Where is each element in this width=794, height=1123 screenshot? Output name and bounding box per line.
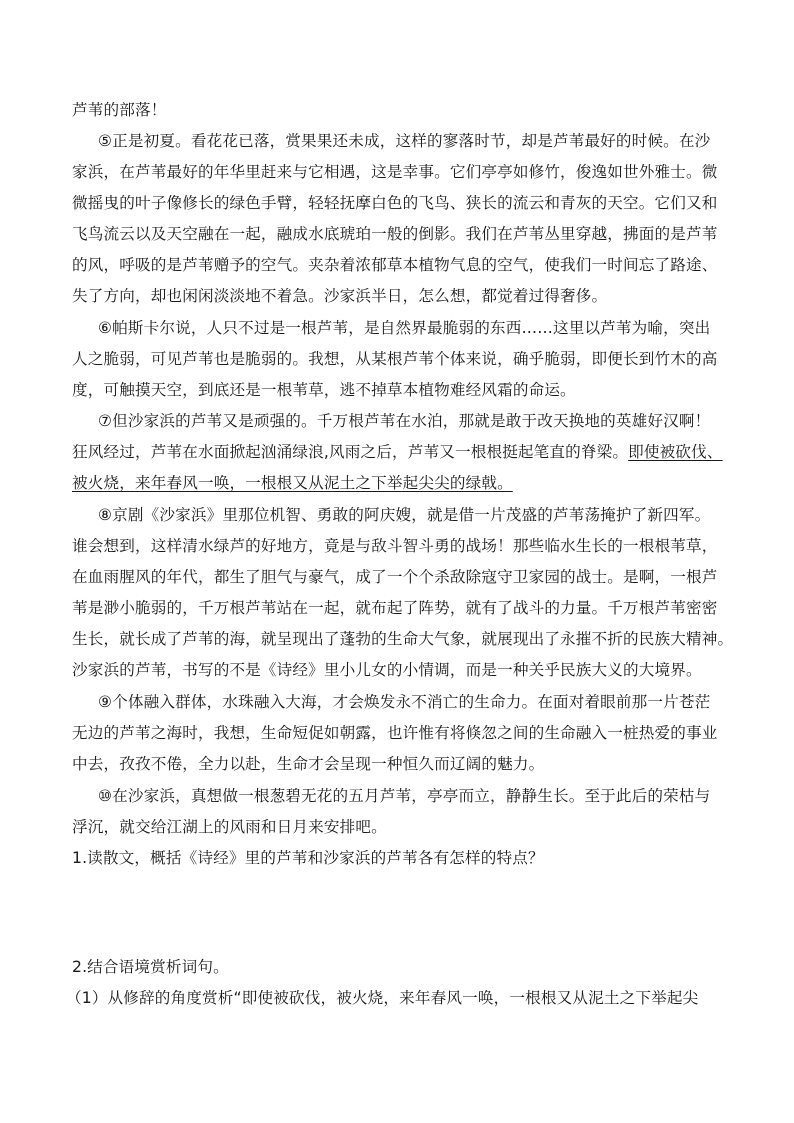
- paragraph-6-line: 人之脆弱，可见芦苇也是脆弱的。我想，从某根芦苇个体来说，确乎脆弱，即便长到竹木的高: [72, 350, 718, 368]
- paragraph-8-line: 谁会想到，这样清水绿芦的好地方，竟是与敌斗智斗勇的战场！那些临水生长的一根根苇草，: [72, 537, 718, 555]
- paragraph-7-text: 狂风经过，芦苇在水面掀起汹涌绿浪,风雨之后，芦苇又一根根挺起笔直的脊梁。: [72, 443, 629, 461]
- paragraph-5-line: 家浜，在芦苇最好的年华里赶来与它相遇，这是幸事。它们亭亭如修竹，俊逸如世外雅士。微: [72, 163, 718, 181]
- paragraph-6-line: ⑥帕斯卡尔说，人只不过是一根芦苇，是自然界最脆弱的东西……这里以芦苇为喻，突出: [98, 319, 711, 337]
- paragraph-5-line: 失了方向，却也闲闲淡淡地不着急。沙家浜半日，怎么想，都觉着过得奢侈。: [72, 287, 608, 305]
- paragraph-9-line: 中去，孜孜不倦，全力以赴，生命才会呈现一种恒久而辽阔的魅力。: [72, 755, 545, 773]
- paragraph-10-line: 浮沉，就交给江湖上的风雨和日月来安排吧。: [72, 818, 387, 836]
- paragraph-5-line: 的风，呼吸的是芦苇赠予的空气。夹杂着浓郁草本植物气息的空气，使我们一时间忘了路途、: [72, 256, 718, 274]
- paragraph-7-line: [72, 441, 723, 463]
- question-2: 2.结合语境赏析词句。: [72, 958, 229, 976]
- paragraph-5-line: 飞鸟流云以及天空融在一起，融成水底琥珀一般的倒影。我们在芦苇丛里穿越，拂面的是芦苇: [72, 225, 718, 243]
- paragraph-8-line: 在血雨腥风的年代，都生了胆气与豪气，成了一个个杀敌除寇守卫家园的战士。是啊，一根芦: [72, 568, 718, 586]
- paragraph-8-line: ⑧京剧《沙家浜》里那位机智、勇敢的阿庆嫂，就是借一片茂盛的芦苇荡掩护了新四军。: [98, 506, 711, 524]
- paragraph-6-line: 度，可触摸天空，到底还是一根苇草，逃不掉草本植物难经风霜的命运。: [72, 381, 576, 399]
- paragraph-8-line: 苇是渺小脆弱的，千万根芦苇站在一起，就布起了阵势，就有了战斗的力量。千万根芦苇密密: [72, 599, 718, 617]
- underlined-sentence: 即使被砍伐、: [628, 443, 723, 461]
- paragraph-8-line: 生长，就长成了芦苇的海，就呈现出了蓬勃的生命大气象，就展现出了永摧不折的民族大精神。: [72, 630, 734, 648]
- question-1: 1.读散文，概括《诗经》里的芦苇和沙家浜的芦苇各有怎样的特点？: [72, 849, 544, 867]
- paragraph-10-line: ⑩在沙家浜，真想做一根葱碧无花的五月芦苇，亭亭而立，静静生长。至于此后的荣枯与: [98, 787, 711, 805]
- paragraph-9-line: 无边的芦苇之海时，我想，生命短促如朝露，也许惟有将倏忽之间的生命融入一桩热爱的事业: [72, 724, 718, 742]
- paragraph-7-line: [72, 472, 513, 494]
- paragraph-9-line: ⑨个体融入群体，水珠融入大海，才会焕发永不消亡的生命力。在面对着眼前那一片苍茫: [98, 693, 711, 711]
- question-2-part-1: （1）从修辞的角度赏析“即使被砍伐，被火烧，来年春风一唤，一根根又从泥土之下举起尖: [66, 989, 699, 1007]
- paragraph-8-line: 沙家浜的芦苇，书写的不是《诗经》里小儿女的小情调，而是一种关乎民族大义的大境界。: [72, 661, 702, 679]
- paragraph-5-line: 微摇曳的叶子像修长的绿色手臂，轻轻抚摩白色的飞鸟、狭长的流云和青灰的天空。它们又和: [72, 194, 718, 212]
- paragraph-4-tail: 芦苇的部落！: [72, 101, 167, 119]
- paragraph-7-line: ⑦但沙家浜的芦苇又是顽强的。千万根芦苇在水泊，那就是敢于改天换地的英雄好汉啊！: [98, 412, 711, 430]
- underlined-sentence: 被火烧，来年春风一唤，一根根又从泥土之下举起尖尖的绿戟。: [72, 474, 513, 492]
- paragraph-5-line: ⑤正是初夏。看花花已落，赏果果还未成，这样的寥落时节，却是芦苇最好的时候。在沙: [98, 132, 711, 150]
